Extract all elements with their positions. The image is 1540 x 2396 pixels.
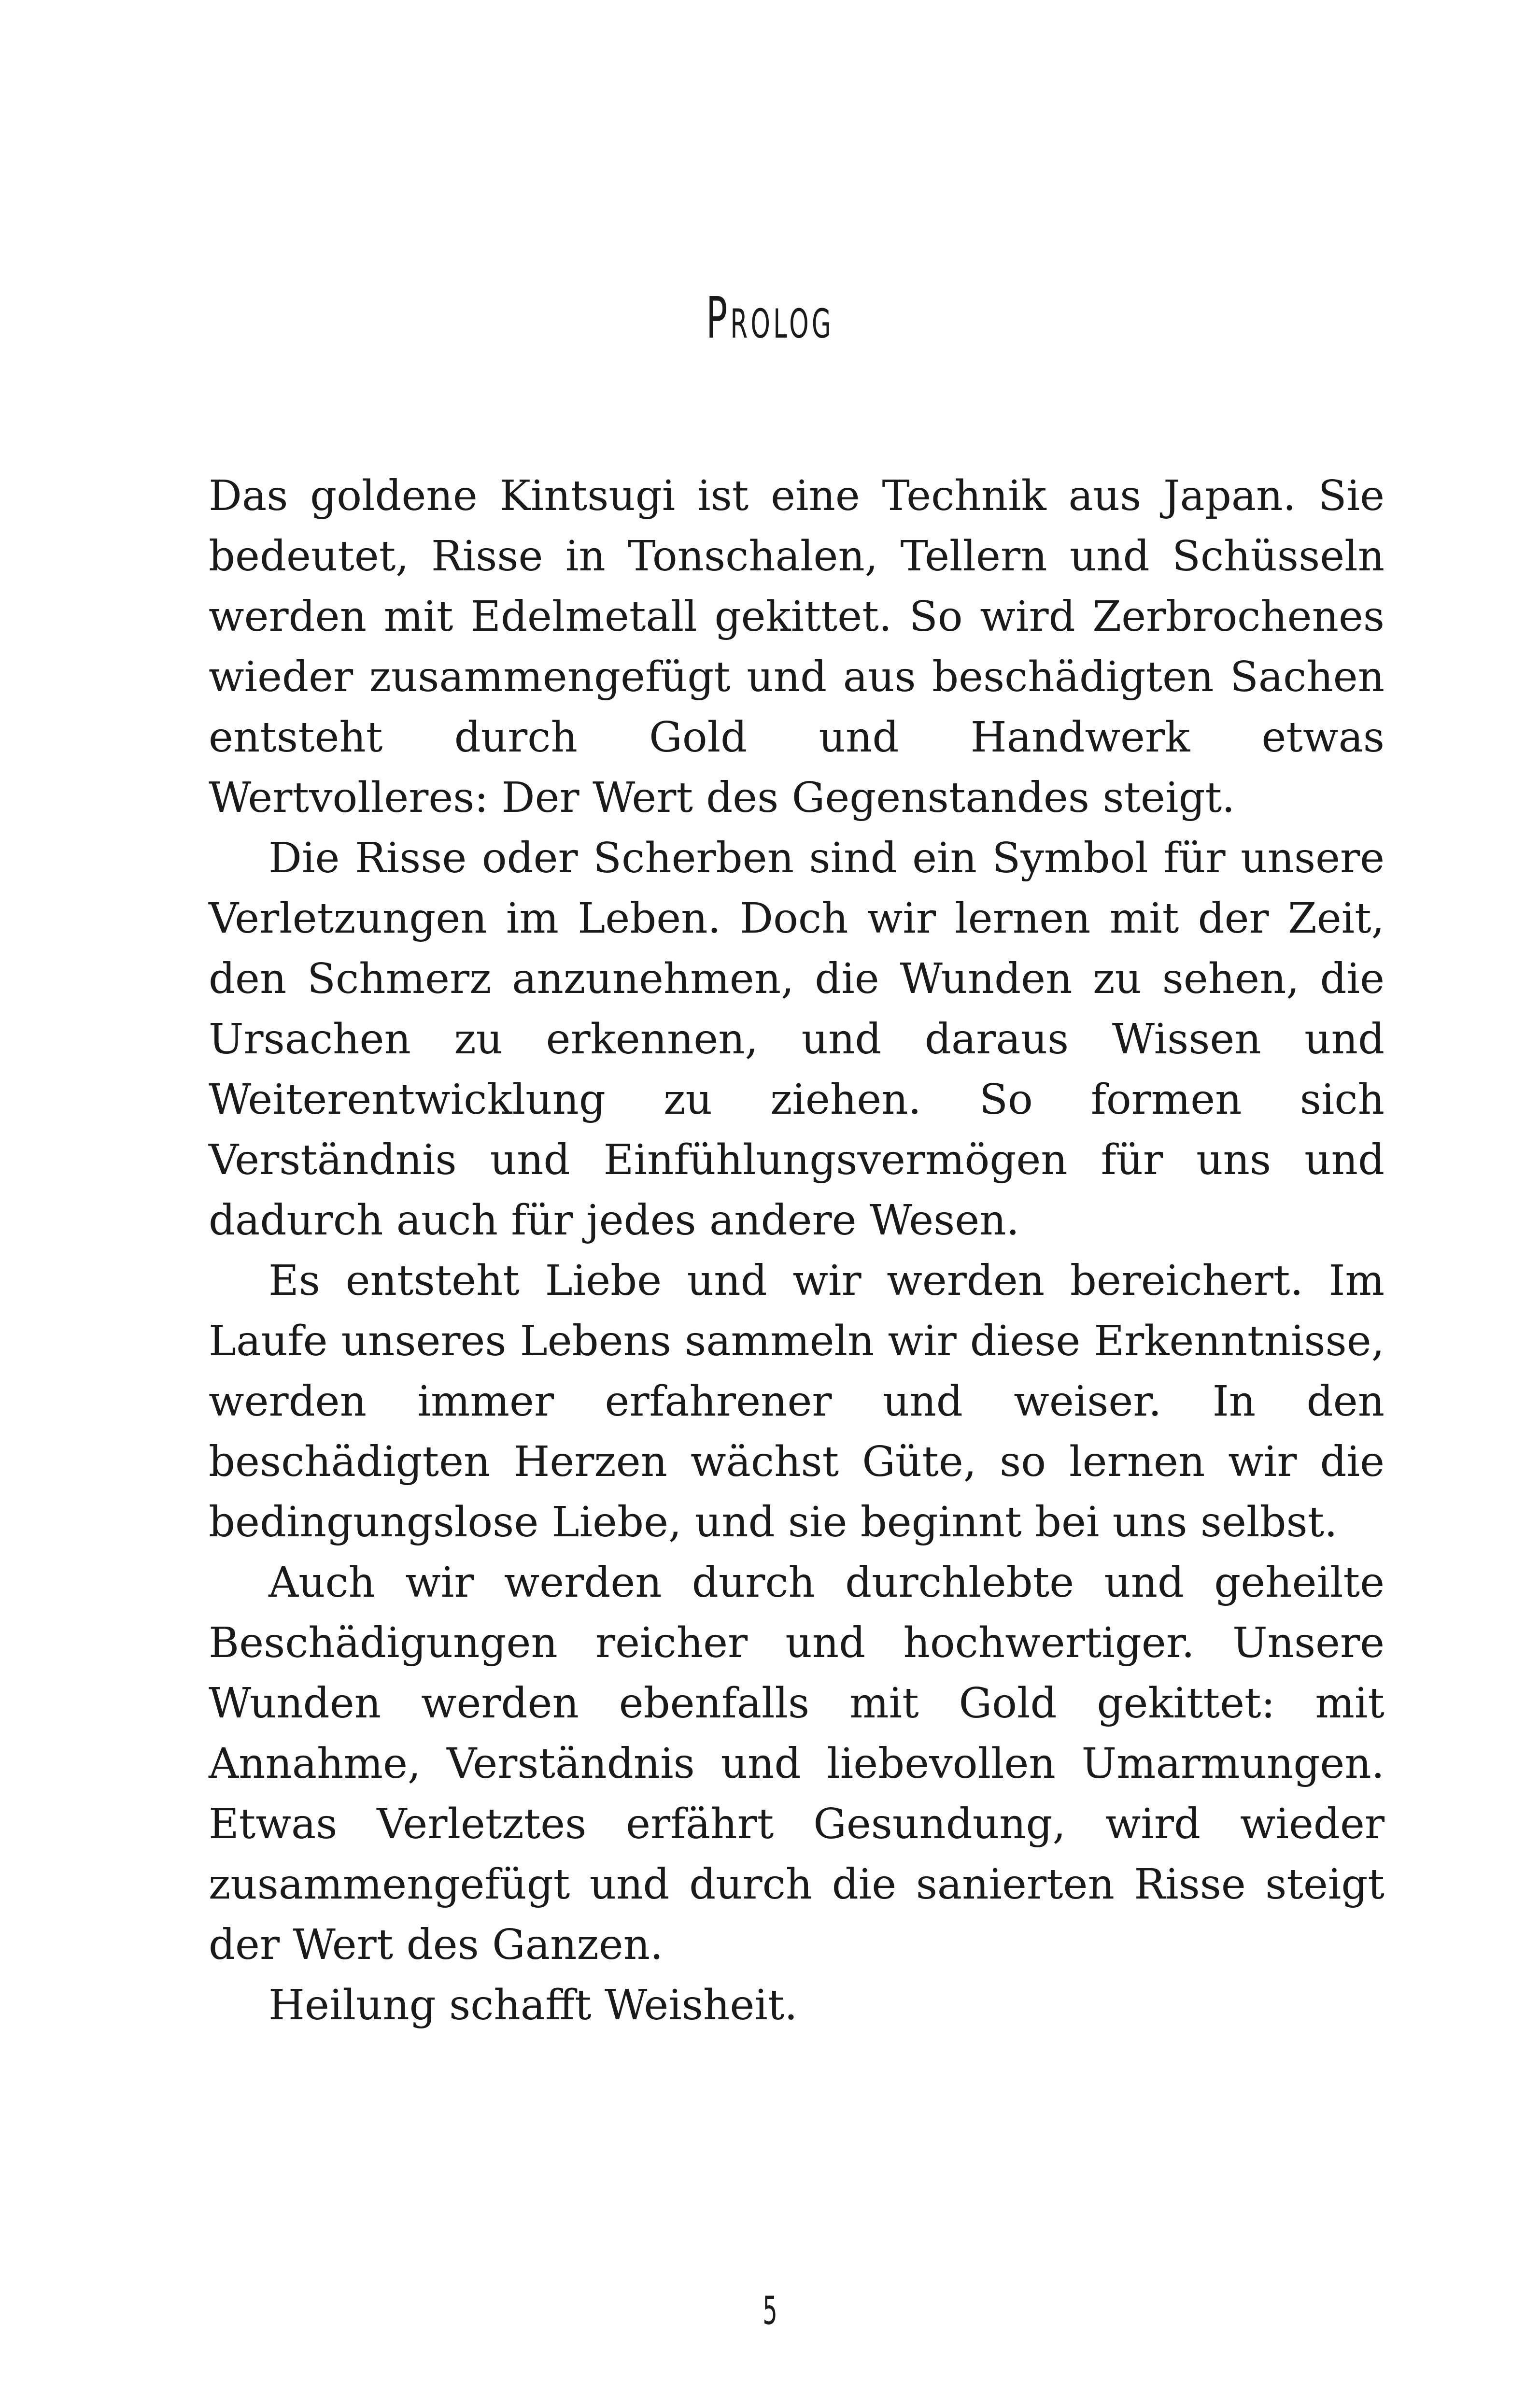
- paragraph-5: Heilung schafft Weisheit.: [268, 1981, 798, 2029]
- paragraph-4: Auch wir werden durch durchlebte und geheilte Beschädigungen reicher und hochwertiger. Unsere Wunden werden ebenfalls mit Gold gekittet: mit Annahme, Verständnis und liebevollen Umarmungen. Etwas Verletztes erfährt Gesundung, wird wieder zusammengefügt und durch die sanierten Risse steigt der Wert des Ganzen.: [209, 1559, 1385, 1969]
- body-text: [209, 466, 1385, 2036]
- chapter-title: Prolog: [706, 284, 834, 352]
- paragraph-1: Das goldene Kintsugi ist eine Technik aus Japan. Sie bedeutet, Risse in Tonschalen, Tellern und Schüsseln werden mit Edelmetall gekittet. So wird Zerbrochenes wieder zusammengefügt und aus beschädigten Sachen entsteht durch Gold und Handwerk etwas Wertvolleres: Der Wert des Gegenstandes steigt.: [209, 472, 1385, 822]
- page-number: 5: [763, 2288, 777, 2333]
- paragraph-2: Die Risse oder Scherben sind ein Symbol für unsere Verletzungen im Leben. Doch wir lernen mit der Zeit, den Schmerz anzunehmen, die Wunden zu sehen, die Ursachen zu erkennen, und daraus Wissen und Weiterentwicklung zu ziehen. So formen sich Verständnis und Einfühlungsvermögen für uns und dadurch auch für jedes andere Wesen.: [209, 834, 1385, 1245]
- paragraph-3: Es entsteht Liebe und wir werden bereichert. Im Laufe unseres Lebens sammeln wir diese Erkenntnisse, werden immer erfahrener und weiser. In den beschädigten Herzen wächst Güte, so lernen wir die bedingungslose Liebe, und sie beginnt bei uns selbst.: [209, 1257, 1385, 1546]
